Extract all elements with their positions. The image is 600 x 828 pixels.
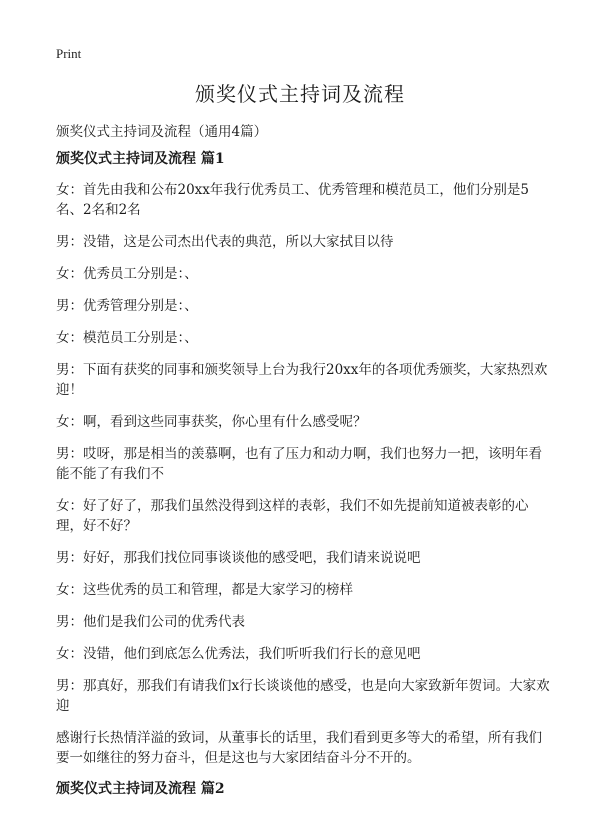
paragraph: 女：首先由我和公布20xx年我行优秀员工、优秀管理和模范员工，他们分别是5名、2名和2名 [56,182,529,218]
paragraph: 女：啊，看到这些同事获奖，你心里有什么感受呢？ [56,414,367,430]
paragraph: 男：哎呀，那是相当的羡慕啊，也有了压力和动力啊，我们也努力一把，该明年看能不能了有我们不 [56,446,542,482]
paragraph: 男：他们是我们公司的优秀代表 [56,614,245,630]
paragraph: 男：没错，这是公司杰出代表的典范，所以大家拭目以待 [56,234,394,250]
paragraph: 女：没错，他们到底怎么优秀法，我们听听我们行长的意见吧 [56,646,421,662]
paragraph: 男：好好，那我们找位同事谈谈他的感受吧，我们请来说说吧 [56,550,421,566]
paragraph: 女：这些优秀的员工和管理，都是大家学习的榜样 [56,582,353,598]
document-title: 颁奖仪式主持词及流程 [195,82,405,106]
document-subtitle: 颁奖仪式主持词及流程（通用4篇） [56,124,268,140]
section-heading-1: 颁奖仪式主持词及流程 篇1 [56,151,225,167]
paragraph: 男：那真好，那我们有请我们x行长谈谈他的感受，也是向大家致新年贺词。大家欢迎 [56,678,550,714]
paragraph: 男：下面有获奖的同事和颁奖领导上台为我行20xx年的各项优秀颁奖，大家热烈欢迎！ [56,362,548,398]
paragraph: 男：优秀管理分别是：、 [56,298,198,314]
section-heading-2: 颁奖仪式主持词及流程 篇2 [56,781,225,797]
print-link[interactable]: Print [56,46,82,61]
paragraph: 女：优秀员工分别是：、 [56,266,198,282]
paragraph: 感谢行长热情洋溢的致词，从董事长的话里，我们看到更多等大的希望，所有我们要一如继往的努力奋斗，但是这也与大家团结奋斗分不开的。 [56,730,542,766]
paragraph: 女：好了好了，那我们虽然没得到这样的表彰，我们不如先提前知道被表彰的心理，好不好？ [56,498,529,534]
document-content [56,150,550,810]
paragraph: 女：模范员工分别是：、 [56,330,198,346]
